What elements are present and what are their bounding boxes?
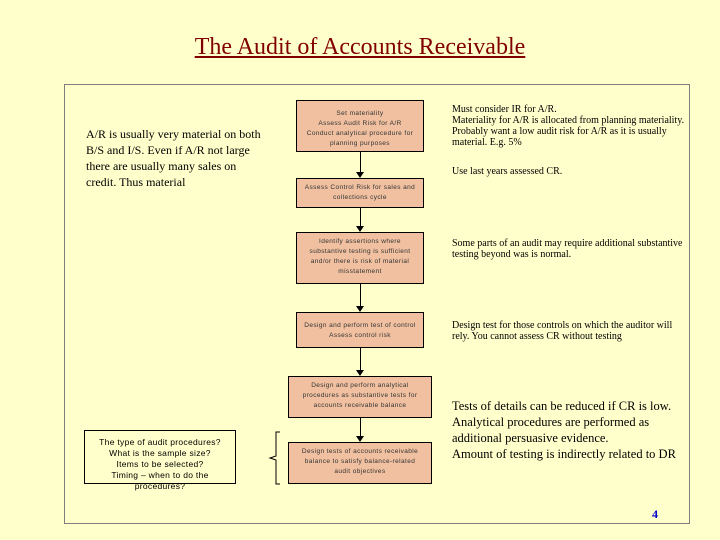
question-line: Timing – when to do the procedures?	[111, 470, 209, 491]
flow-step-set-materiality	[296, 100, 424, 152]
note-line: Some parts of an audit may require additional substantive	[452, 238, 683, 249]
brace-connector	[262, 430, 286, 486]
note-line: Analytical procedures are performed as	[452, 415, 650, 429]
flow-arrow	[360, 152, 361, 174]
page-number: 4	[652, 507, 658, 521]
flow-step-line: and/or there is risk of material	[310, 258, 410, 265]
flow-step-identify-assertions	[296, 232, 424, 284]
note-line: material. E.g. 5%	[452, 137, 522, 148]
note-line: rely. You cannot assess CR without testing	[452, 331, 622, 342]
flow-step-test-of-control	[296, 312, 424, 348]
flow-step-line: procedures as substantive tests for	[302, 392, 418, 399]
audit-questions-box	[84, 430, 236, 491]
question-line: What is the sample size?	[109, 448, 211, 458]
note-line: Must consider IR for A/R.	[452, 104, 557, 115]
flow-step-line: substantive testing is sufficient	[309, 248, 411, 255]
flow-step-line: Design and perform test of control	[304, 322, 416, 329]
flow-step-tests-of-balances	[288, 442, 432, 484]
flow-step-line: Assess Audit Risk for A/R	[318, 120, 402, 127]
flow-step-line: audit objectives	[334, 468, 386, 475]
question-line: Items to be selected?	[116, 459, 204, 469]
note-line: additional persuasive evidence.	[452, 431, 609, 445]
flow-step-line: Design tests of accounts receivable	[301, 448, 419, 455]
flow-arrow	[360, 208, 361, 228]
note-materiality	[452, 104, 690, 148]
flow-step-line: balance to satisfy balance-related	[304, 458, 416, 465]
flow-step-line: Design and perform analytical	[311, 382, 409, 389]
note-additional-testing	[452, 238, 688, 260]
note-line: testing beyond was is normal.	[452, 249, 572, 260]
note-line: Tests of details can be reduced if CR is low.	[452, 399, 672, 413]
flow-step-line: Identify assertions where	[319, 238, 401, 245]
flow-arrow	[360, 284, 361, 308]
question-line: The type of audit procedures?	[99, 437, 221, 447]
left-note: A/R is usually very material on both B/S and I/S. Even if A/R not large there are usually many sales on credit. Thus material	[86, 127, 261, 189]
flow-step-line: Conduct analytical procedure for	[306, 130, 414, 137]
flow-step-line: Assess Control Risk for sales and	[304, 184, 416, 191]
note-last-year-cr: Use last years assessed CR.	[452, 166, 563, 177]
flow-step-line: accounts receivable balance	[313, 402, 407, 409]
note-line: Amount of testing is indirectly related to DR	[452, 447, 676, 461]
note-design-tests	[452, 320, 688, 342]
note-line: Materiality for A/R is allocated from planning materiality.	[452, 115, 685, 126]
note-line: Design test for those controls on which the auditor will	[452, 320, 673, 331]
page-title: The Audit of Accounts Receivable	[194, 34, 526, 60]
flow-arrow	[360, 348, 361, 372]
flow-step-line: planning purposes	[330, 140, 390, 147]
flow-step-line: misstatement	[338, 268, 382, 275]
flow-arrow	[360, 418, 361, 438]
note-line: Probably want a low audit risk for A/R as it is usually	[452, 126, 667, 137]
flow-step-line: collections cycle	[333, 194, 387, 201]
flow-step-line: Assess control risk	[329, 332, 391, 339]
flow-step-analytical-procedures	[288, 376, 432, 418]
flow-step-assess-control-risk	[296, 178, 424, 208]
note-tests-of-details	[452, 398, 688, 462]
flow-step-line: Set materiality	[336, 110, 384, 117]
